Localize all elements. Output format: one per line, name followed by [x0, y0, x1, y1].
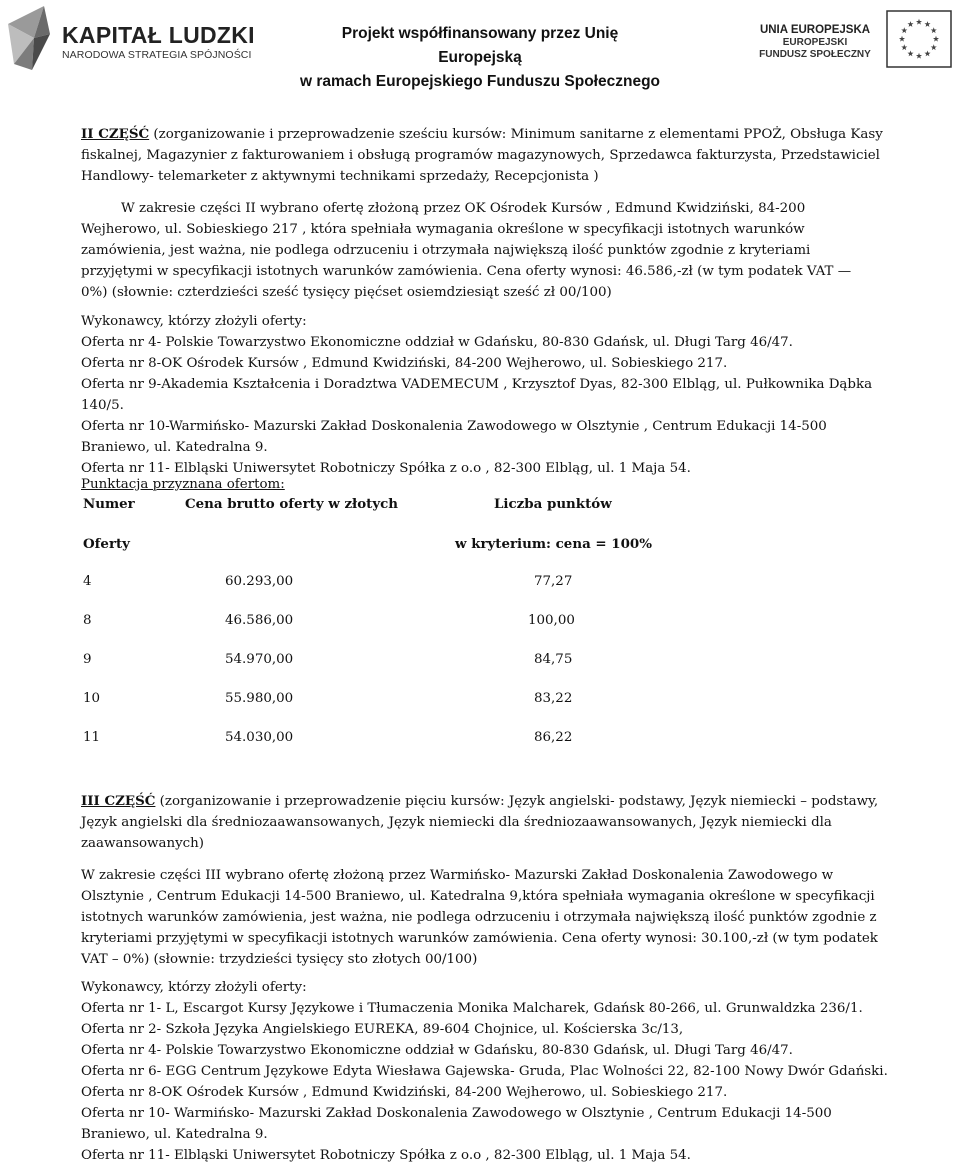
cell-number: 9	[83, 652, 92, 667]
decision-line: W zakresie części II wybrano ofertę złożoną przez OK Ośrodek Kursów , Edmund Kwidziński, 84-200	[121, 201, 806, 216]
project-line-2: w ramach Europejskiego Funduszu Społecznego	[300, 73, 661, 90]
offer-line: Oferta nr 6- EGG Centrum Językowe Edyta Wiesława Gajewska- Gruda, Plac Wolności 22, 82-100 Nowy Dwór Gdański.	[81, 1064, 888, 1079]
page-header	[0, 0, 960, 90]
decision-line: istotnych warunków zamówienia, jest ważna, nie podlega odrzuceniu i otrzymała największą ilość punktów zgodnie z	[81, 910, 877, 925]
offer-line: Oferta nr 10- Warmińsko- Mazurski Zakład Doskonalenia Zawodowego w Olsztynie , Centrum Edukacji 14-500	[81, 1106, 832, 1121]
cell-points: 100,00	[528, 613, 575, 628]
table-row	[81, 730, 681, 752]
decision-line: Olsztynie , Centrum Edukacji 14-500 Braniewo, ul. Katedralna 9,która spełniała wymagania określone w specyfikacji	[81, 889, 875, 904]
eu-line-1: UNIA EUROPEJSKA	[759, 24, 871, 36]
part3-decision	[81, 865, 878, 970]
offer-line: Braniewo, ul. Katedralna 9.	[81, 1127, 268, 1142]
col-price-header: Cena brutto oferty w złotych	[185, 496, 398, 512]
offer-line: Oferta nr 11- Elbląski Uniwersytet Robotniczy Spółka z o.o , 82-300 Elbląg, ul. 1 Maja 54.	[81, 1148, 691, 1163]
eu-line-3: FUNDUSZ SPOŁECZNY	[759, 49, 871, 60]
part2-heading-line: Handlowy- telemarketer z aktywnymi technikami sprzedaży, Recepcjonista )	[81, 169, 599, 184]
eu-line-2: EUROPEJSKI	[782, 37, 848, 48]
scoring-heading: Punktacja przyznana ofertom:	[81, 477, 285, 492]
cell-price: 46.586,00	[225, 613, 294, 628]
cell-number: 10	[83, 691, 101, 706]
part3-heading-line: (zorganizowanie i przeprowadzenie pięciu kursów: Język angielski- podstawy, Język niemiecki – podstawy,	[155, 794, 879, 809]
part3-contractors	[81, 977, 888, 1166]
eu-flag-icon	[886, 10, 952, 68]
cell-points: 84,75	[534, 652, 573, 667]
col-number-header: Numer	[83, 496, 135, 512]
part2-heading-line: (zorganizowanie i przeprowadzenie sześciu kursów: Minimum sanitarne z elementami PPOŻ, Obsługa Kasy	[149, 127, 883, 142]
decision-line: Wejherowo, ul. Sobieskiego 217 , która spełniała wymagania określone w specyfikacji istotnych warunków	[81, 222, 805, 237]
offer-line: Oferta nr 10-Warmińsko- Mazurski Zakład Doskonalenia Zawodowego w Olsztynie , Centrum Edukacji 14-500	[81, 419, 827, 434]
contractors-heading: Wykonawcy, którzy złożyli oferty:	[81, 314, 307, 329]
project-banner	[300, 22, 660, 94]
decision-line: zamówienia, jest ważna, nie podlega odrzuceniu i otrzymała największą ilość punktów zgodnie z kryteriami	[81, 243, 811, 258]
cell-points: 86,22	[534, 730, 573, 745]
logo-subtitle: NARODOWA STRATEGIA SPÓJNOŚCI	[62, 49, 252, 61]
offer-line: Oferta nr 8-OK Ośrodek Kursów , Edmund Kwidziński, 84-200 Wejherowo, ul. Sobieskiego 217.	[81, 356, 728, 371]
scoring-heading-wrap	[81, 474, 874, 495]
cell-number: 4	[83, 574, 92, 589]
table-row	[81, 691, 681, 713]
cell-points: 83,22	[534, 691, 573, 706]
part3-heading-label: III CZĘŚĆ	[81, 793, 156, 809]
col-number-header-2: Oferty	[83, 536, 130, 552]
decision-line: W zakresie części III wybrano ofertę złożoną przez Warmińsko- Mazurski Zakład Doskonalenia Zawodowego w	[81, 868, 834, 883]
decision-line: kryteriami przyjętymi w specyfikacji istotnych warunków zamówienia. Cena oferty wynosi: 30.100,-zł (w tym podatek	[81, 931, 878, 946]
part3-heading-line: Język angielski dla średniozaawansowanych, Język niemiecki dla średniozaawansowanych, Język niemiecki dla	[81, 815, 832, 830]
cell-number: 8	[83, 613, 92, 628]
cell-points: 77,27	[534, 574, 573, 589]
kapital-ludzki-logo-icon	[4, 4, 52, 72]
contractors-heading: Wykonawcy, którzy złożyli oferty:	[81, 980, 307, 995]
offer-line: Oferta nr 11- Elbląski Uniwersytet Robotniczy Spółka z o.o , 82-300 Elbląg, ul. 1 Maja 54.	[81, 461, 691, 476]
offer-line: Oferta nr 9-Akademia Kształcenia i Doradztwa VADEMECUM , Krzysztof Dyas, 82-300 Elbląg, ul. Pułkownika Dąbka	[81, 377, 873, 392]
cell-number: 11	[83, 730, 101, 745]
offer-line: Oferta nr 4- Polskie Towarzystwo Ekonomiczne oddział w Gdańsku, 80-830 Gdańsk, ul. Długi Targ 46/47.	[81, 335, 793, 350]
table-row	[81, 652, 681, 674]
project-line-1: Projekt współfinansowany przez Unię Europejską	[341, 25, 619, 66]
offer-line: Oferta nr 8-OK Ośrodek Kursów , Edmund Kwidziński, 84-200 Wejherowo, ul. Sobieskiego 217.	[81, 1085, 728, 1100]
offer-line: Oferta nr 4- Polskie Towarzystwo Ekonomiczne oddział w Gdańsku, 80-830 Gdańsk, ul. Długi Targ 46/47.	[81, 1043, 793, 1058]
part2-decision	[81, 198, 874, 303]
offer-line: 140/5.	[81, 398, 124, 413]
cell-price: 54.970,00	[225, 652, 294, 667]
decision-line: 0%) (słownie: czterdzieści sześć tysięcy pięćset osiemdziesiąt sześć zł 00/100)	[81, 285, 612, 300]
part2-contractors	[81, 311, 874, 479]
col-points-header-2: w kryterium: cena = 100%	[455, 536, 652, 552]
cell-price: 60.293,00	[225, 574, 294, 589]
part3-heading	[81, 791, 879, 854]
table-row	[81, 574, 681, 596]
cell-price: 54.030,00	[225, 730, 294, 745]
offer-line: Braniewo, ul. Katedralna 9.	[81, 440, 268, 455]
table-row	[81, 613, 681, 635]
decision-line: VAT – 0%) (słownie: trzydzieści tysięcy sto złotych 00/100)	[81, 952, 478, 967]
offer-line: Oferta nr 1- L, Escargot Kursy Językowe i Tłumaczenia Monika Malcharek, Gdańsk 80-266, ul. Grunwaldzka 236/1.	[81, 1001, 863, 1016]
eu-label	[756, 24, 874, 61]
logo-title: KAPITAŁ LUDZKI	[62, 22, 255, 48]
part2-heading-label: II CZĘŚĆ	[81, 126, 150, 142]
offer-line: Oferta nr 2- Szkoła Języka Angielskiego EUREKA, 89-604 Chojnice, ul. Kościerska 3c/13,	[81, 1022, 684, 1037]
part3-heading-line: zaawansowanych)	[81, 836, 205, 851]
decision-line: przyjętymi w specyfikacji istotnych warunków zamówienia. Cena oferty wynosi: 46.586,-zł (w tym podatek VAT —	[81, 264, 852, 279]
part2-heading	[81, 124, 883, 187]
col-points-header: Liczba punktów	[494, 496, 612, 512]
cell-price: 55.980,00	[225, 691, 294, 706]
part2-heading-line: fiskalnej, Magazynier z fakturowaniem i obsługą programów magazynowych, Sprzedawca fakturzysta, Przedstawiciel	[81, 148, 880, 163]
